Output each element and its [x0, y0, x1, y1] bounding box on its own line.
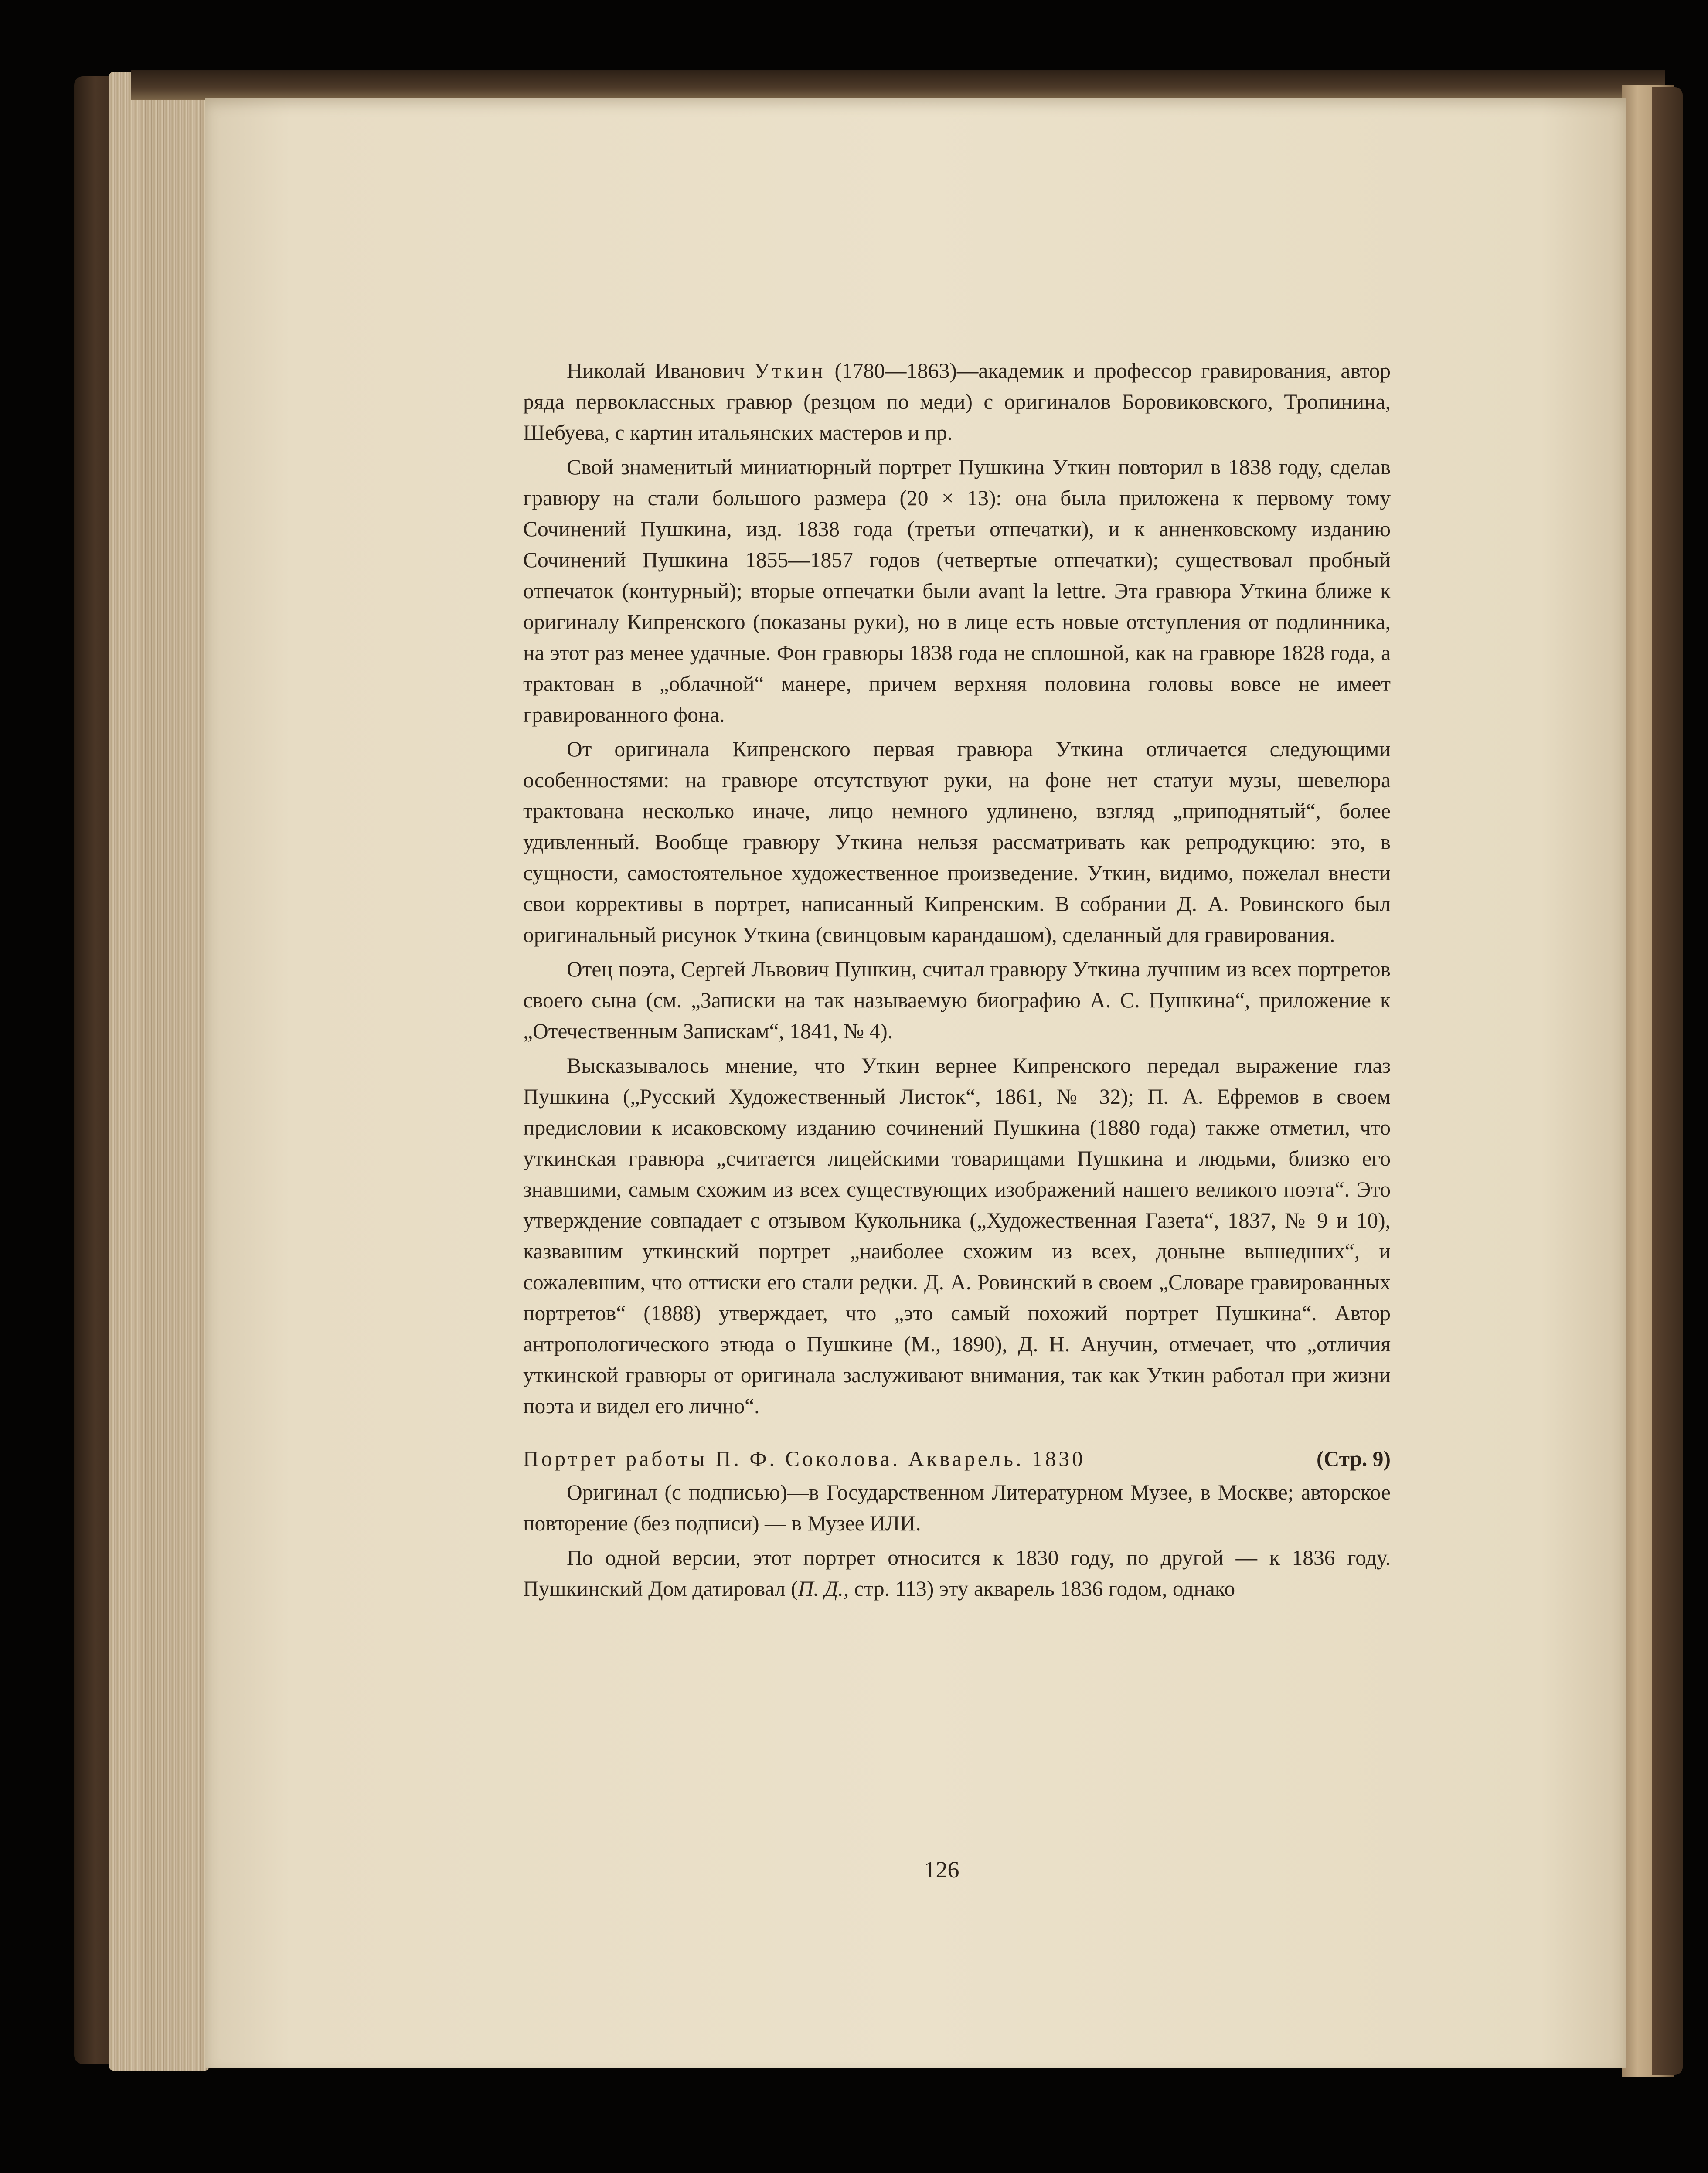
book-cover-right [1652, 87, 1683, 2075]
paragraph-lead: Николай Иванович [567, 359, 754, 383]
paragraph-text: (1780—1863)—академик и профессор гравирования, автор ряда первоклассных гравюр (резцом по меди) с оригиналов Боровиковского, Тропинина, Шебуева, с картин итальянских мастеров и пр. [523, 359, 1391, 445]
paragraph-dating [523, 1542, 1391, 1604]
section-heading-page-ref: (Стр. 9) [1316, 1447, 1391, 1471]
paragraph-differences: От оригинала Кипренского первая гравюра Уткина отличается следующими особенностями: на гравюре отсутствуют руки, на фоне нет статуи музы, шевелюра трактована несколько иначе, лицо немного удлинено, взгляд „приподнятый“, более удивленный. Вообще гравюру Уткина нельзя рассматривать как репродукцию: это, в сущности, самостоятельное художественное произведение. Уткин, видимо, пожелал внести свои коррективы в портрет, написанный Кипренским. В собрании Д. А. Ровинского был оригинальный рисунок Уткина (свинцовым карандашом), сделанный для гравирования. [523, 737, 1391, 947]
dating-abbrev: П. Д. [798, 1577, 844, 1601]
paragraph-opinions: Высказывалось мнение, что Уткин вернее Кипренского передал выражение глаз Пушкина („Русский Художественный Листок“, 1861, № 32); П. А. Ефремов в своем предисловии к исаковскому изданию сочинений Пушкина (1880 года) также отметил, что уткинская гравюра „считается лицейскими товарищами Пушкина и людьми, близко его знавшими, самым схожим из всех существующих изображений нашего великого поэта“. Это утверждение совпадает с отзывом Кукольника („Художественная Газета“, 1837, № 9 и 10), казвавшим уткинский портрет „наиболее схожим из всех, доныне вышедших“, и сожалевшим, что оттиски его стали редки. Д. А. Ровинский в своем „Словаре гравированных портретов“ (1888) утверждает, что „это самый похожий портрет Пушкина“. Автор антропологического этюда о Пушкине (М., 1890), Д. Н. Анучин, отмечает, что „отличия уткинской гравюры от оригинала заслуживают внимания, так как Уткин работал при жизни поэта и видел его лично“. [523, 1054, 1391, 1418]
page-text [523, 355, 1391, 1605]
paragraph-original: Оригинал (с подписью)—в Государственном Литературном Музее, в Москве; авторское повторение (без подписи) — в Музее ИЛИ. [523, 1480, 1391, 1535]
page-number: 126 [924, 1857, 959, 1883]
section-heading [523, 1443, 1391, 1474]
section-heading-title: Портрет работы П. Ф. Соколова. Акварель. 1830 [523, 1447, 1085, 1471]
paragraph-engraving-1838: Свой знаменитый миниатюрный портрет Пушкина Уткин повторил в 1838 году, сделав гравюру на стали большого размера (20 × 13): она была приложена к первому тому Сочинений Пушкина, изд. 1838 года (третьи отпечатки), и к анненковскому изданию Сочинений Пушкина 1855—1857 годов (четвертые отпечатки); существовал пробный отпечаток (контурный); вторые отпечатки были avant la lettre. Эта гравюра Уткина ближе к оригиналу Кипренского (показаны руки), но в лице есть новые отступления от подлинника, на этот раз менее удачные. Фон гравюры 1838 года не сплошной, как на гравюре 1828 года, а трактован в „облачной“ манере, причем верхняя половина головы вовсе не имеет гравированного фона. [523, 455, 1391, 727]
dating-text-end: , стр. 113) эту акварель 1836 годом, однако [843, 1577, 1235, 1601]
page-edges [109, 72, 209, 2071]
binding-top [131, 70, 1665, 100]
paragraph-utkin-bio [523, 355, 1391, 448]
name-utkin: Уткин [754, 359, 826, 383]
dating-text-start: По одной версии, этот портрет относится к 1830 году, по другой — к 1836 году. Пушкинский Дом датировал ( [523, 1546, 1391, 1601]
paragraph-father-opinion: Отец поэта, Сергей Львович Пушкин, считал гравюру Уткина лучшим из всех портретов своего сына (см. „Записки на так называемую биографию А. С. Пушкина“, приложение к „Отечественным Запискам“, 1841, № 4). [523, 957, 1391, 1043]
